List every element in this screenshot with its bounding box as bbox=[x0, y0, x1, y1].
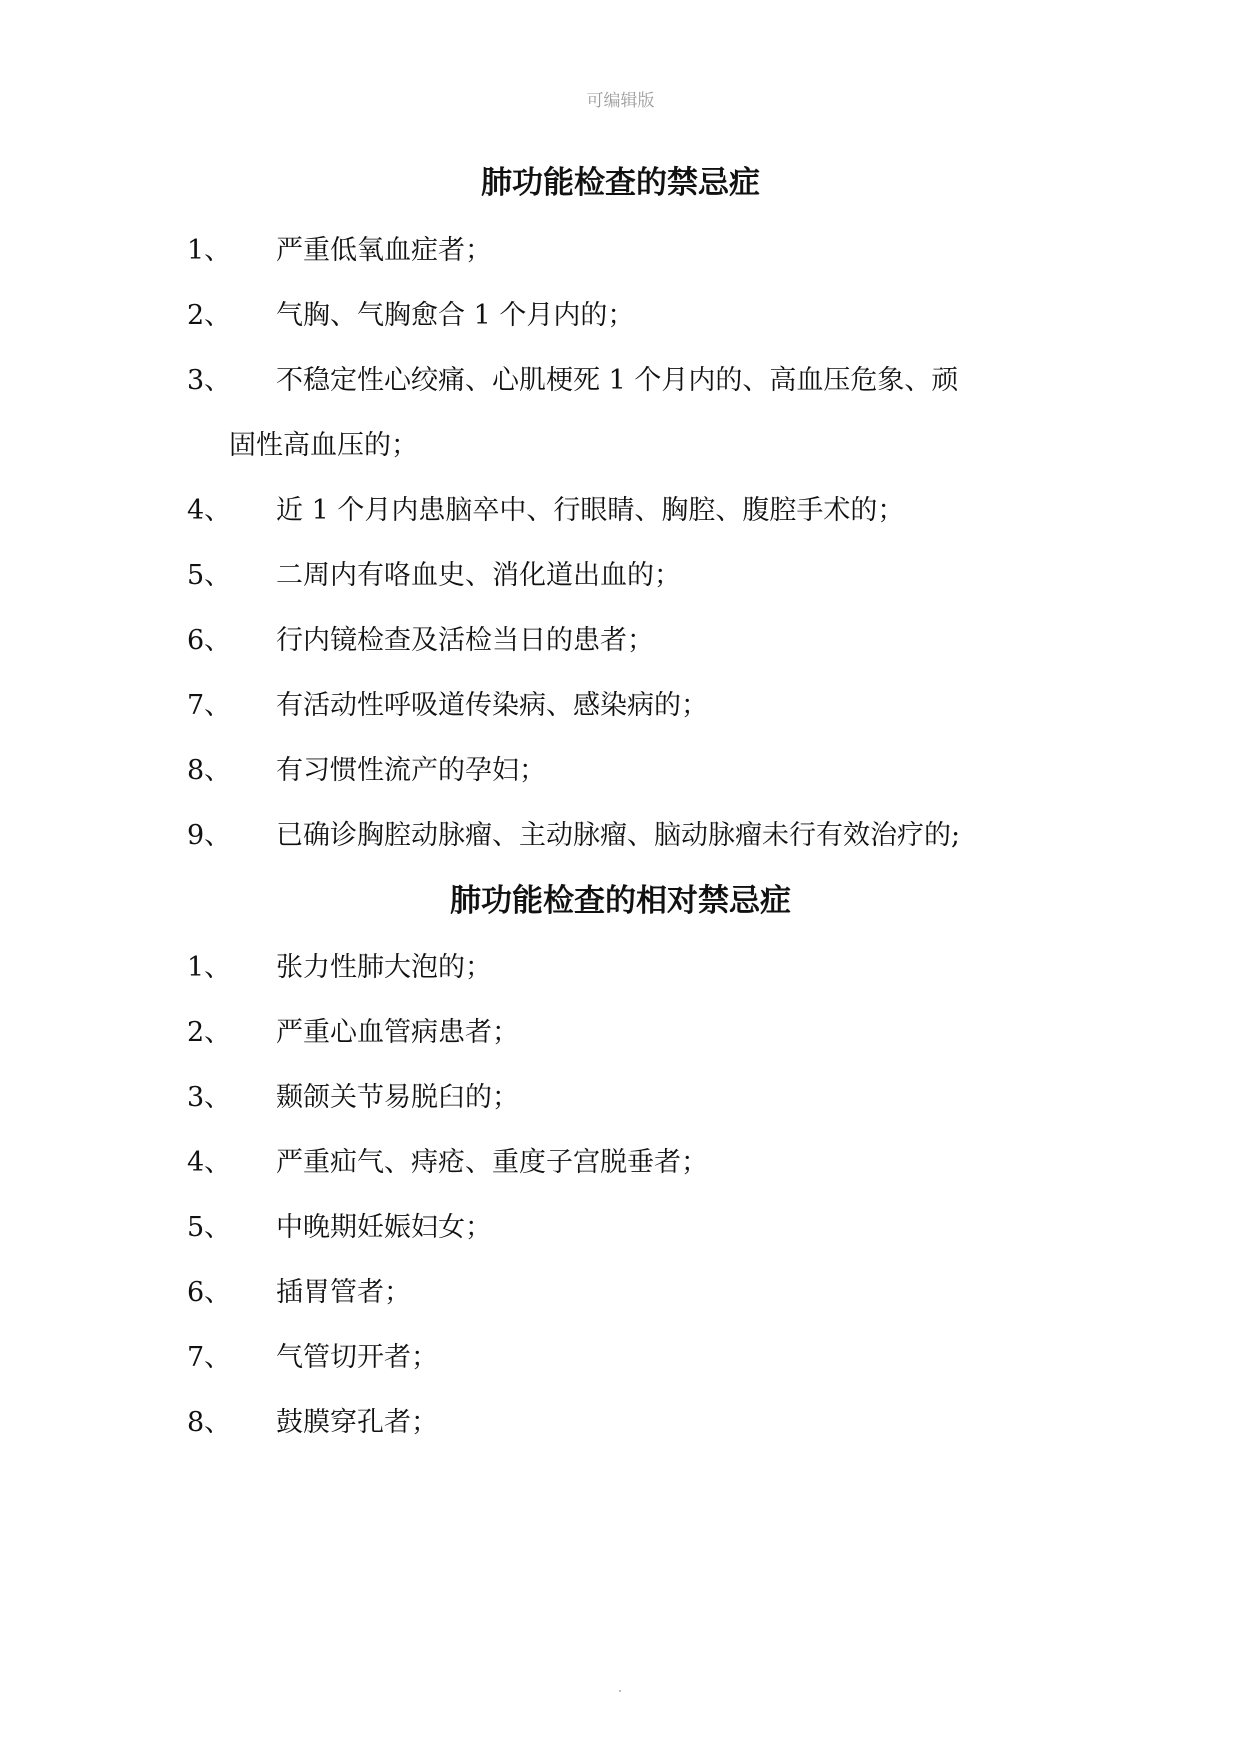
list-item bbox=[187, 803, 1067, 868]
item-number: 3、 bbox=[187, 365, 232, 396]
item-text: 气胸、气胸愈合 1 个月内的； bbox=[276, 300, 635, 331]
item-number: 2、 bbox=[187, 1017, 232, 1048]
item-number: 4、 bbox=[187, 1147, 232, 1178]
list-item bbox=[187, 478, 1067, 543]
item-number: 8、 bbox=[187, 755, 232, 786]
list-item bbox=[187, 1195, 1067, 1260]
item-text: 气管切开者； bbox=[276, 1342, 438, 1373]
item-number: 5、 bbox=[187, 560, 232, 591]
item-number: 1、 bbox=[187, 235, 232, 266]
item-number: 4、 bbox=[187, 495, 232, 526]
item-text: 近 1 个月内患脑卒中、行眼睛、胸腔、腹腔手术的； bbox=[276, 495, 905, 526]
relative-contraindications-list bbox=[187, 935, 1067, 1455]
list-item bbox=[187, 1260, 1067, 1325]
item-text: 中晚期妊娠妇女； bbox=[276, 1212, 492, 1243]
list-item bbox=[187, 348, 1067, 478]
list-item bbox=[187, 738, 1067, 803]
item-number: 3、 bbox=[187, 1082, 232, 1113]
list-item bbox=[187, 218, 1067, 283]
item-text: 严重疝气、痔疮、重度子宫脱垂者； bbox=[276, 1147, 708, 1178]
list-item bbox=[187, 935, 1067, 1000]
item-number: 6、 bbox=[187, 1277, 232, 1308]
page-header: 可编辑版 bbox=[586, 91, 655, 111]
item-text: 行内镜检查及活检当日的患者； bbox=[276, 625, 654, 656]
item-number: 9、 bbox=[187, 820, 232, 851]
item-text: 已确诊胸腔动脉瘤、主动脉瘤、脑动脉瘤未行有效治疗的; bbox=[276, 820, 961, 851]
list-item bbox=[187, 543, 1067, 608]
item-number: 7、 bbox=[187, 1342, 232, 1373]
item-text: 张力性肺大泡的； bbox=[276, 952, 492, 983]
list-item bbox=[187, 1000, 1067, 1065]
item-text: 鼓膜穿孔者； bbox=[276, 1407, 438, 1438]
item-text: 颞颌关节易脱臼的； bbox=[276, 1082, 519, 1113]
list-item bbox=[187, 1130, 1067, 1195]
footer-dot bbox=[619, 1690, 621, 1692]
item-text: 严重心血管病患者； bbox=[276, 1017, 519, 1048]
list-item bbox=[187, 673, 1067, 738]
item-number: 5、 bbox=[187, 1212, 232, 1243]
item-text: 插胃管者； bbox=[276, 1277, 411, 1308]
item-text: 严重低氧血症者； bbox=[276, 235, 492, 266]
item-text: 有习惯性流产的孕妇； bbox=[276, 755, 546, 786]
list-item bbox=[187, 1065, 1067, 1130]
item-number: 2、 bbox=[187, 300, 232, 331]
item-text: 有活动性呼吸道传染病、感染病的； bbox=[276, 690, 708, 721]
list-item bbox=[187, 1390, 1067, 1455]
section-title-relative-contraindications: 肺功能检查的相对禁忌症 bbox=[450, 883, 791, 919]
item-text: 不稳定性心绞痛、心肌梗死 1 个月内的、高血压危象、顽 bbox=[276, 365, 959, 396]
item-number: 8、 bbox=[187, 1407, 232, 1438]
list-item bbox=[187, 608, 1067, 673]
list-item bbox=[187, 1325, 1067, 1390]
item-number: 6、 bbox=[187, 625, 232, 656]
item-text-continuation: 固性高血压的； bbox=[229, 430, 418, 461]
item-number: 7、 bbox=[187, 690, 232, 721]
section-title-contraindications: 肺功能检查的禁忌症 bbox=[481, 165, 760, 201]
item-number: 1、 bbox=[187, 952, 232, 983]
contraindications-list bbox=[187, 218, 1067, 868]
item-text: 二周内有咯血史、消化道出血的； bbox=[276, 560, 681, 591]
list-item bbox=[187, 283, 1067, 348]
